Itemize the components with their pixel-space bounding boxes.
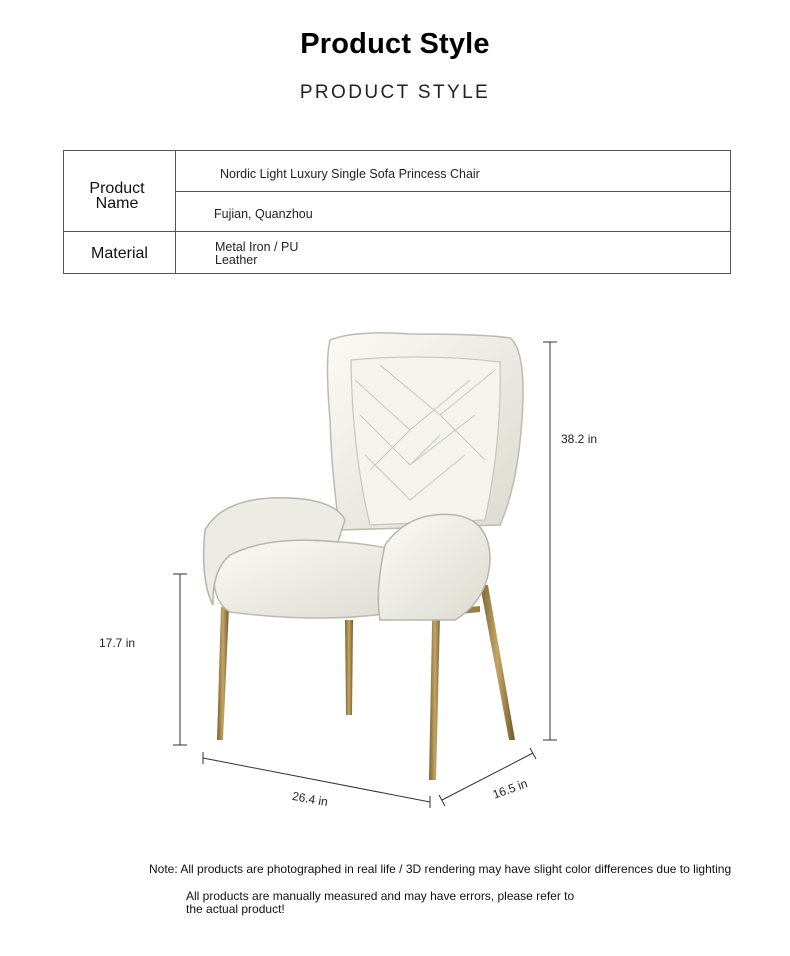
page-title: Product Style <box>300 28 490 60</box>
material-value-line2: Leather <box>215 253 258 267</box>
width-dimension-label: 26.4 in <box>291 788 329 810</box>
depth-dimension-label: 16.5 in <box>490 776 530 802</box>
material-value <box>215 241 298 267</box>
chair-leg <box>480 585 515 740</box>
table-divider <box>175 191 730 192</box>
spec-table <box>63 150 731 274</box>
measurement-note: All products are manually measured and may have errors, please refer to the actual product! <box>186 889 575 916</box>
seat-height-dimension-label: 17.7 in <box>99 636 136 650</box>
chair-leg <box>345 620 353 715</box>
table-divider <box>64 231 730 232</box>
chair-illustration <box>80 320 720 840</box>
tufted-panel <box>351 357 500 525</box>
table-divider <box>175 151 176 273</box>
page-subtitle: PRODUCT STYLE <box>299 82 491 103</box>
chair-leg <box>217 607 229 740</box>
lighting-note: Note: All products are photographed in real life / 3D rendering may have slight color differences due to lighting <box>149 862 732 876</box>
product-name-label <box>64 181 170 211</box>
height-dimension-label: 38.2 in <box>561 432 598 446</box>
material-value-line1: Metal Iron / PU <box>215 240 299 254</box>
product-name-label-text: Product Name <box>89 180 145 212</box>
chair-right-arm <box>378 514 490 620</box>
origin-value: Fujian, Quanzhou <box>214 207 313 221</box>
material-label: Material <box>91 245 148 262</box>
product-name-value: Nordic Light Luxury Single Sofa Princess Chair <box>220 167 480 181</box>
